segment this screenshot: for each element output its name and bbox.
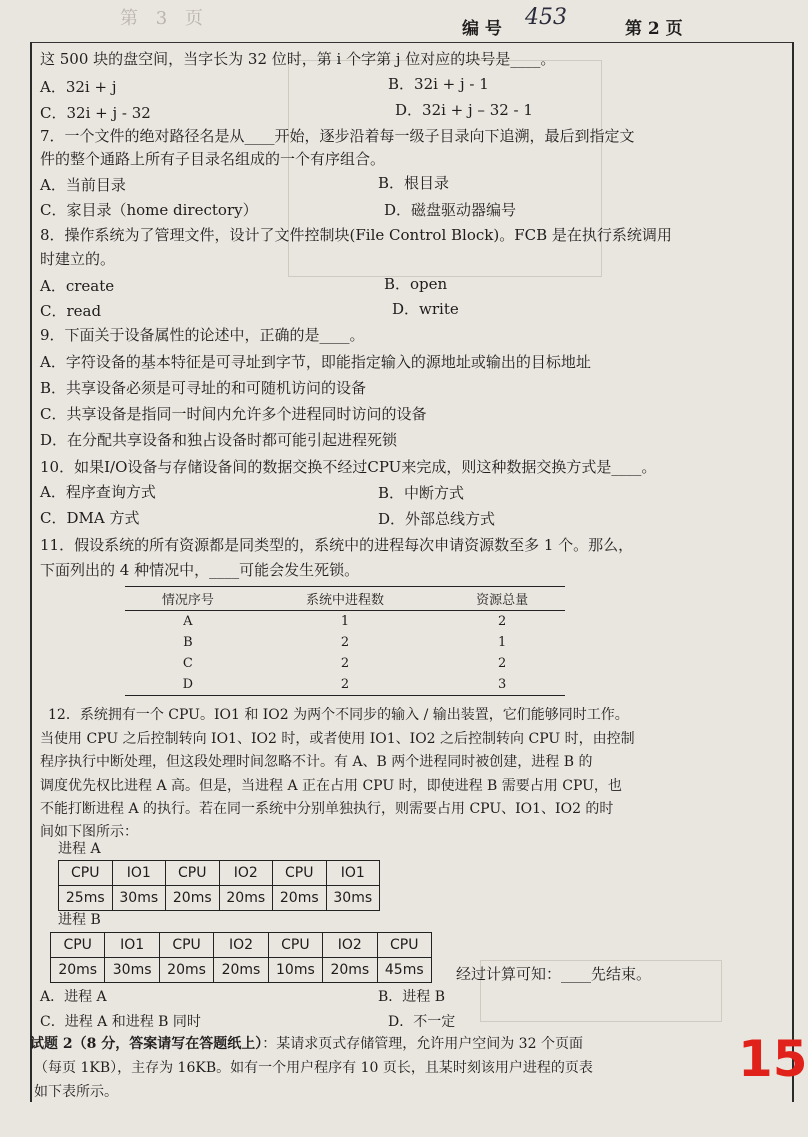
table-cell: 45ms: [377, 958, 431, 983]
table-row: [125, 611, 565, 633]
process-a-table: [58, 860, 380, 911]
table-cell: 20ms: [214, 958, 268, 983]
table-cell: 30ms: [326, 886, 380, 911]
table-cell: 20ms: [273, 886, 327, 911]
table-cell: 3: [439, 674, 565, 696]
q8-stem-line2: 时建立的。: [40, 250, 116, 268]
table-row: [51, 958, 432, 983]
q7-option-d: D．磁盘驱动器编号: [384, 201, 517, 219]
q12-option-d: D．不一定: [388, 1014, 456, 1030]
q12-line1: 12．系统拥有一个 CPU。IO1 和 IO2 为两个不同步的输入 / 输出装置，它们能够同时工作。: [48, 707, 629, 723]
table-cell: 2: [497, 614, 507, 629]
q12-line6: 间如下图所示：: [40, 824, 138, 840]
q12-option-c: C．进程 A 和进程 B 同时: [40, 1014, 201, 1030]
q12-option-b: B．进程 B: [378, 989, 446, 1005]
q7-option-c: C．家目录（home directory）: [40, 201, 258, 219]
q8-option-d: D．write: [392, 300, 459, 318]
table-cell: C: [182, 656, 193, 671]
table-cell: 2: [340, 656, 350, 671]
q12-result: 经过计算可知：____先结束。: [456, 965, 652, 983]
table-row: [125, 653, 565, 674]
page-number: 第 2 页: [625, 19, 683, 39]
q6-option-d: D．32i + j – 32 - 1: [395, 101, 533, 119]
q6-option-b: B．32i + j - 1: [388, 75, 489, 93]
q12-line2: 当使用 CPU 之后控制转向 IO1、IO2 时，或者使用 IO1、IO2 之后控制转向 CPU 时，由控制: [40, 731, 635, 747]
q9-option-b: B．共享设备必须是可寻址的和可随机访问的设备: [40, 379, 367, 397]
exercise2-title: 试题 2（8 分，答案请写在答题纸上）: [30, 1036, 263, 1052]
table-cell: 20ms: [51, 958, 105, 983]
table-cell: 1: [340, 614, 350, 629]
q10-option-d: D．外部总线方式: [378, 510, 496, 528]
table-cell: 25ms: [59, 886, 113, 911]
table-row: [59, 886, 380, 911]
table-cell: CPU: [166, 861, 220, 886]
q11-stem-line1: 11．假设系统的所有资源都是同类型的，系统中的进程每次申请资源数至多 1 个。那么，: [40, 536, 634, 554]
q12-option-a: A．进程 A: [40, 989, 107, 1005]
table-cell: 2: [251, 674, 440, 696]
table-cell: CPU: [159, 933, 213, 958]
column-header: 资源总量: [439, 587, 565, 611]
table-cell: 1: [497, 635, 507, 650]
q8-option-b: B．open: [384, 275, 448, 293]
q7-option-b: B．根目录: [378, 174, 450, 192]
exercise2-line3: 如下表所示。: [34, 1084, 118, 1100]
table-cell: CPU: [268, 933, 322, 958]
q6-stem: 这 500 块的盘空间，当字长为 32 位时，第 i 个字第 j 位对应的块号是____。: [40, 50, 556, 68]
table-cell: IO2: [323, 933, 377, 958]
red-page-stamp: 15: [738, 1030, 808, 1088]
table-row: [51, 933, 432, 958]
q9-option-a: A．字符设备的基本特征是可寻址到字节，即能指定输入的源地址或输出的目标地址: [40, 353, 591, 371]
exercise2-text: ：某请求页式存储管理，允许用户空间为 32 个页面: [262, 1036, 583, 1052]
table-cell: IO1: [112, 861, 166, 886]
table-cell: 30ms: [105, 958, 159, 983]
q9-stem: 9．下面关于设备属性的论述中，正确的是____。: [40, 326, 365, 344]
table-cell: CPU: [273, 861, 327, 886]
deadlock-cases-table: [125, 586, 565, 696]
q6-option-a: A．32i + j: [40, 78, 117, 96]
table-cell: 20ms: [323, 958, 377, 983]
table-cell: CPU: [377, 933, 431, 958]
table-row: [59, 861, 380, 886]
handwritten-number: 453: [525, 5, 567, 30]
q10-option-c: C．DMA 方式: [40, 509, 140, 527]
process-b-table: [50, 932, 432, 983]
table-cell: 20ms: [159, 958, 213, 983]
q8-option-c: C．read: [40, 302, 102, 320]
column-header: 情况序号: [125, 587, 251, 611]
table-cell: B: [183, 635, 193, 650]
process-a-label: 进程 A: [58, 841, 101, 857]
table-cell: IO2: [219, 861, 273, 886]
q8-stem-line1: 8．操作系统为了管理文件，设计了文件控制块(File Control Block)。FCB 是在执行系统调用: [40, 226, 672, 244]
table-cell: IO2: [214, 933, 268, 958]
q9-option-d: D．在分配共享设备和独占设备时都可能引起进程死锁: [40, 431, 398, 449]
table-cell: 2: [497, 656, 507, 671]
q12-line3: 程序执行中断处理，但这段处理时间忽略不计。有 A、B 两个进程同时被创建，进程 B 的: [40, 754, 593, 770]
table-row: [125, 632, 565, 653]
table-cell: CPU: [51, 933, 105, 958]
table-cell: IO1: [326, 861, 380, 886]
process-b-label: 进程 B: [58, 912, 101, 928]
table-row: [125, 674, 565, 696]
table-cell: IO1: [105, 933, 159, 958]
table-cell: 2: [340, 635, 350, 650]
q7-stem-line2: 件的整个通路上所有子目录名组成的一个有序组合。: [40, 150, 386, 168]
exercise2-line1: [30, 1035, 583, 1053]
exercise2-line2: （每页 1KB），主存为 16KB。如有一个用户程序有 10 页长，且某时刻该用户进程的页表: [34, 1060, 593, 1076]
table-cell: 30ms: [112, 886, 166, 911]
q12-line4: 调度优先权比进程 A 高。但是，当进程 A 正在占用 CPU 时，即使进程 B 需要占用 CPU，也: [40, 778, 622, 794]
table-cell: 20ms: [166, 886, 220, 911]
bleed-through-header: 第 3 页: [120, 8, 209, 29]
table-cell: D: [125, 674, 251, 696]
table-cell: 10ms: [268, 958, 322, 983]
column-header: 系统中进程数: [251, 587, 440, 611]
q7-option-a: A．当前目录: [40, 176, 126, 194]
q6-option-c: C．32i + j - 32: [40, 104, 151, 122]
table-cell: A: [183, 614, 193, 629]
q11-stem-line2: 下面列出的 4 种情况中，____可能会发生死锁。: [40, 561, 360, 579]
q10-option-a: A．程序查询方式: [40, 483, 156, 501]
q9-option-c: C．共享设备是指同一时间内允许多个进程同时访问的设备: [40, 405, 427, 423]
number-label: 编 号: [462, 19, 502, 39]
q12-line5: 不能打断进程 A 的执行。若在同一系统中分别单独执行，则需要占用 CPU、IO1、IO2 的时: [40, 801, 614, 817]
table-cell: 20ms: [219, 886, 273, 911]
q10-stem: 10．如果I/O设备与存储设备间的数据交换不经过CPU来完成，则这种数据交换方式是____。: [40, 458, 657, 476]
q10-option-b: B．中断方式: [378, 484, 465, 502]
page-header: [0, 0, 800, 42]
q7-stem-line1: 7．一个文件的绝对路径名是从____开始，逐步沿着每一级子目录向下追溯，最后到指定文: [40, 127, 635, 145]
table-header-row: [125, 587, 565, 611]
table-cell: CPU: [59, 861, 113, 886]
q8-option-a: A．create: [40, 277, 115, 295]
